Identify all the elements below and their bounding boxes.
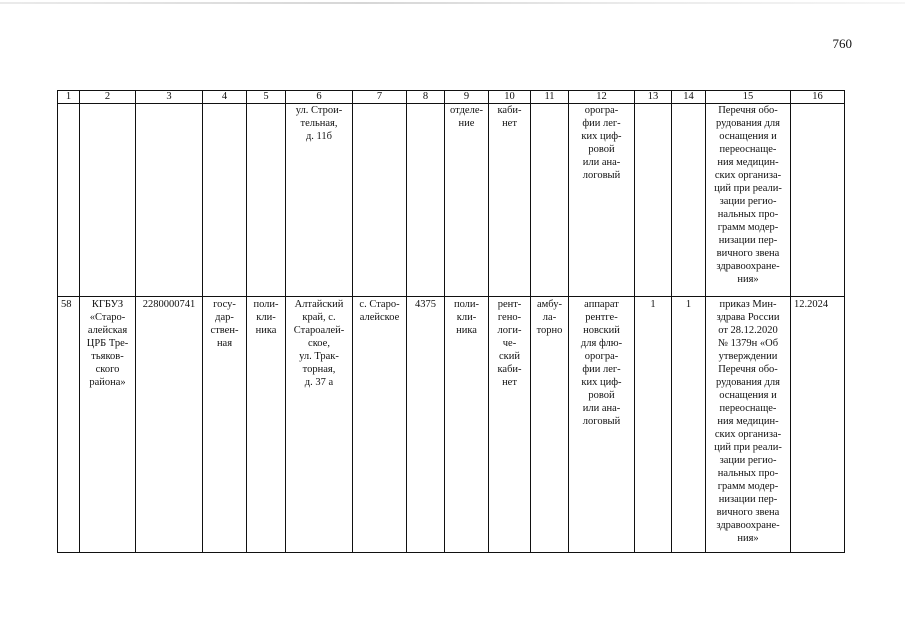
column-number: 12	[569, 91, 635, 104]
quantity-cell: 1	[672, 297, 706, 553]
column-number: 14	[672, 91, 706, 104]
table-cell	[635, 104, 672, 297]
facility-type-cell: поли- кли- ника	[247, 297, 286, 553]
table-cell	[80, 104, 136, 297]
table-cell	[672, 104, 706, 297]
deadline-cell: 12.2024	[791, 297, 845, 553]
table-cell	[531, 104, 569, 297]
department-cell: отделе- ние	[445, 104, 489, 297]
registry-table	[57, 90, 845, 553]
column-number: 13	[635, 91, 672, 104]
column-number: 2	[80, 91, 136, 104]
table-cell	[203, 104, 247, 297]
column-number: 5	[247, 91, 286, 104]
column-number: 11	[531, 91, 569, 104]
ownership-cell: госу- дар- ствен- ная	[203, 297, 247, 553]
room-cell: каби- нет	[489, 104, 531, 297]
column-number: 4	[203, 91, 247, 104]
page-number: 760	[832, 36, 852, 51]
column-number: 9	[445, 91, 489, 104]
population-cell: 4375	[407, 297, 445, 553]
table-cell	[353, 104, 407, 297]
legal-basis-cell: Перечня обо- рудования для оснащения и переоснаще- ния медицин- ских организа- ций при реали- зации регио- нальных про- грамм модер- низации пер- вичного звена здравоохране- ния»	[706, 104, 791, 297]
equipment-cell: аппарат рентге- новский для флю- орогра- фии лег- ких циф- ровой или ана- логовый	[569, 297, 635, 553]
column-number: 1	[58, 91, 80, 104]
table-cell	[247, 104, 286, 297]
table-cell	[58, 104, 80, 297]
inn-cell: 2280000741	[136, 297, 203, 553]
table-cell	[791, 104, 845, 297]
table-row-continuation	[58, 104, 845, 297]
column-number: 10	[489, 91, 531, 104]
address-cell: Алтайский край, с. Староалей- ское, ул. Трак- торная, д. 37 а	[286, 297, 353, 553]
settlement-cell: с. Старо- алейское	[353, 297, 407, 553]
column-number: 15	[706, 91, 791, 104]
address-cell: ул. Строи- тельная, д. 11б	[286, 104, 353, 297]
care-condition-cell: амбу- ла- торно	[531, 297, 569, 553]
column-number: 8	[407, 91, 445, 104]
quantity-cell: 1	[635, 297, 672, 553]
department-cell: поли- кли- ника	[445, 297, 489, 553]
table-cell	[407, 104, 445, 297]
column-number: 6	[286, 91, 353, 104]
column-number: 3	[136, 91, 203, 104]
column-number-row	[58, 91, 845, 104]
organization-cell: КГБУЗ «Старо- алейская ЦРБ Тре- тьяков- ского района»	[80, 297, 136, 553]
table-cell	[136, 104, 203, 297]
row-number-cell: 58	[58, 297, 80, 553]
column-number: 16	[791, 91, 845, 104]
table-row-58	[58, 297, 845, 553]
room-cell: рент- гено- логи- че- ский каби- нет	[489, 297, 531, 553]
equipment-cell: орогра- фии лег- ких циф- ровой или ана- логовый	[569, 104, 635, 297]
legal-basis-cell: приказ Мин- здрава России от 28.12.2020 № 1379н «Об утверждении Перечня обо- рудования для оснащения и переоснаще- ния медицин- ских организа- ций при реали- зации регио- нальных про- грамм модер- низации пер- вичного звена здравоохране- ния»	[706, 297, 791, 553]
scan-top-edge	[0, 2, 905, 4]
column-number: 7	[353, 91, 407, 104]
